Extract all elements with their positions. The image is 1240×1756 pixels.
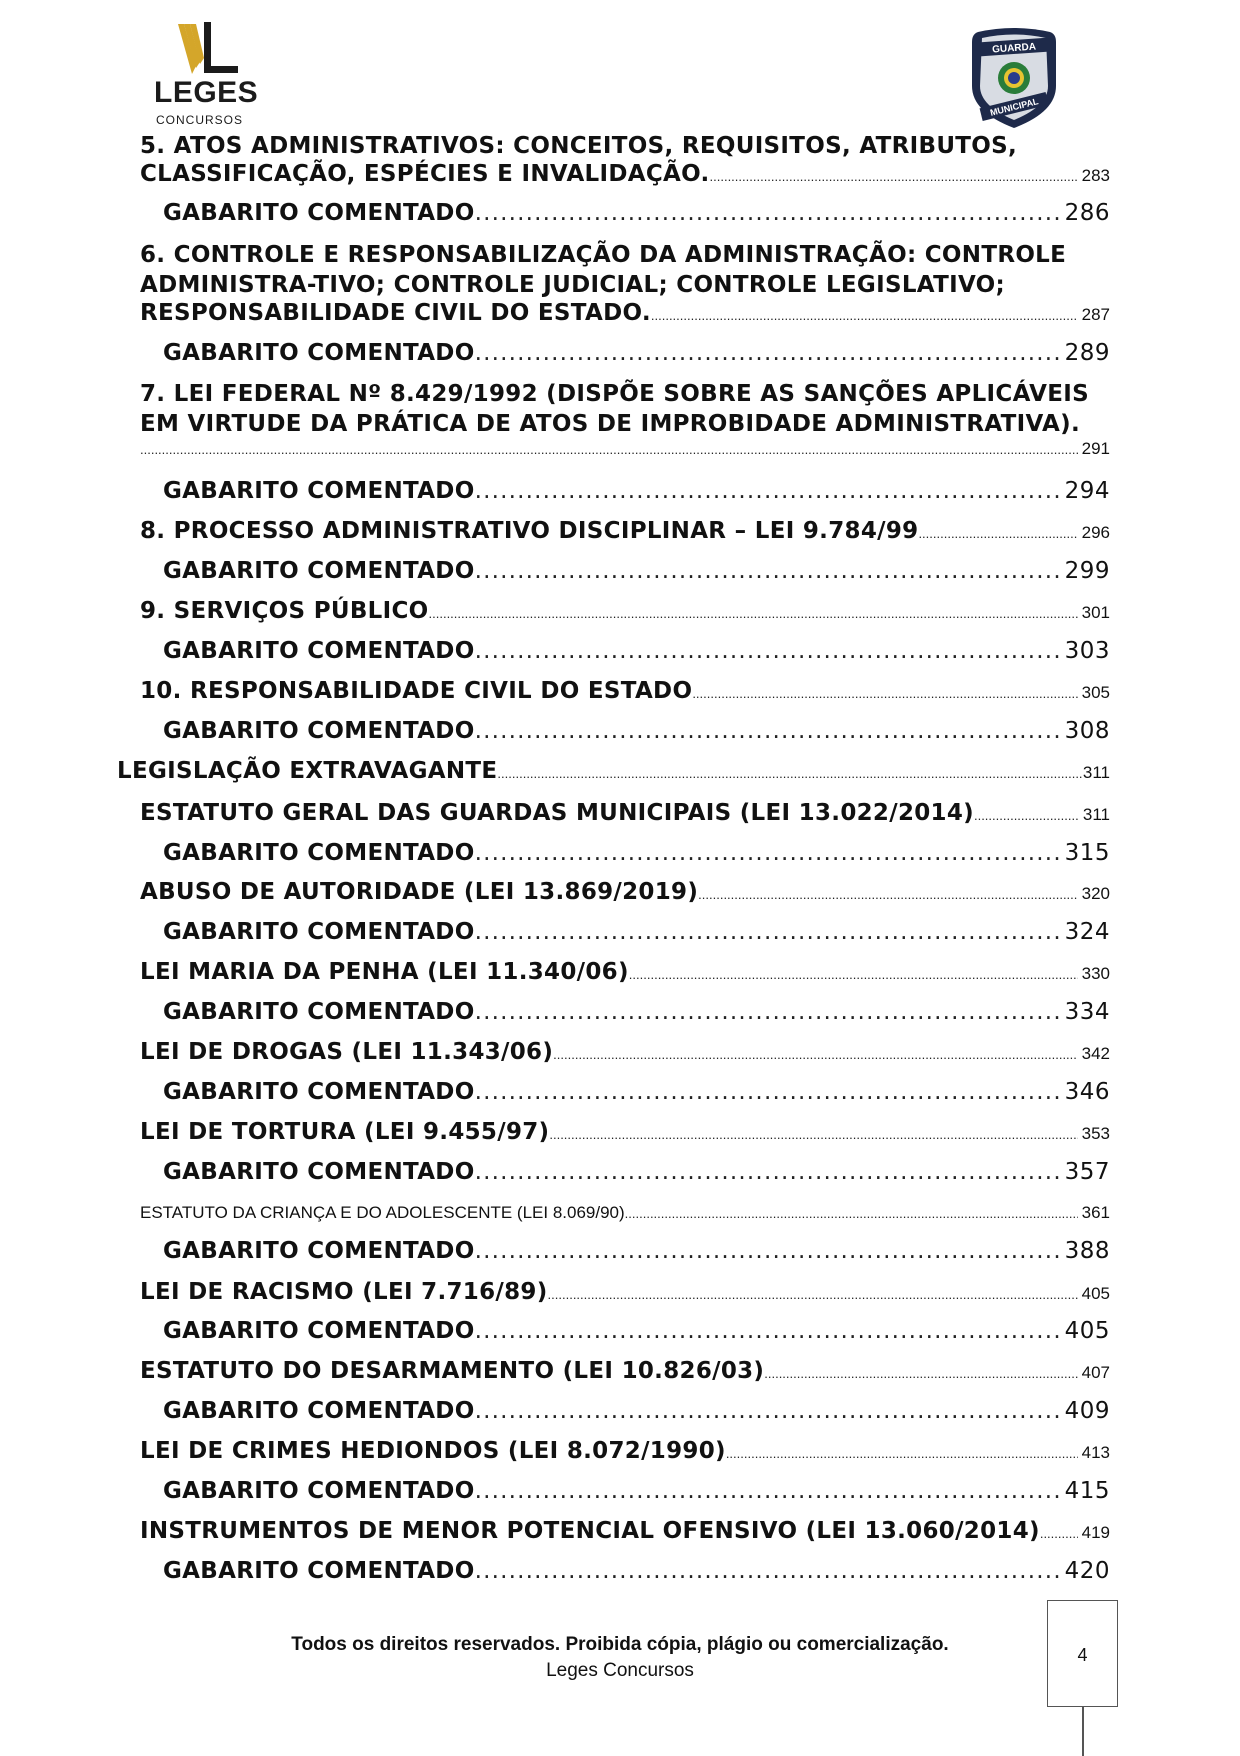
toc-leader-dots — [625, 1206, 1078, 1221]
toc-item-processo-administrativo[interactable] — [140, 518, 1110, 544]
toc-leader-dots — [475, 558, 1061, 584]
toc-page-number: 283 — [1081, 166, 1110, 185]
toc-item-gabarito[interactable] — [163, 638, 1110, 664]
toc-item-title: GABARITO COMENTADO — [163, 340, 475, 366]
badge-bottom-text: MUNICIPAL — [989, 96, 1040, 118]
toc-item-title-line: EM VIRTUDE DA PRÁTICA DE ATOS DE IMPROBIDADE ADMINISTRATIVA). — [140, 411, 1080, 437]
toc-item-lei-maria-da-penha[interactable] — [140, 959, 1110, 985]
toc-item-title: 8. PROCESSO ADMINISTRATIVO DISCIPLINAR – LEI 9.784/99 — [140, 518, 919, 544]
leges-brand-name: LEGES — [154, 76, 259, 109]
page-number-box-line — [1082, 1707, 1084, 1756]
toc-item-title: ESTATUTO DO DESARMAMENTO (LEI 10.826/03) — [140, 1358, 765, 1384]
toc-item-gabarito[interactable] — [163, 718, 1110, 744]
toc-item-gabarito[interactable] — [163, 1238, 1110, 1264]
toc-item-gabarito[interactable] — [163, 200, 1110, 226]
toc-item-gabarito[interactable] — [163, 1558, 1110, 1584]
toc-leader-dots — [698, 887, 1077, 902]
toc-item-atos-administrativos[interactable] — [140, 131, 1110, 191]
toc-item-title: GABARITO COMENTADO — [163, 1398, 475, 1424]
toc-page-number: 311 — [1082, 763, 1110, 782]
toc-item-abuso-autoridade[interactable] — [140, 879, 1110, 905]
toc-page-number: 311 — [1082, 805, 1110, 824]
toc-section-legislacao-extravagante[interactable] — [117, 758, 1110, 784]
toc-leader-dots — [475, 340, 1061, 366]
toc-item-title: 9. SERVIÇOS PÚBLICO — [140, 598, 429, 624]
toc-item-estatuto-guardas[interactable] — [140, 800, 1110, 826]
toc-leader-dots — [475, 478, 1061, 504]
toc-item-title: ESTATUTO DA CRIANÇA E DO ADOLESCENTE (LEI 8.069/90) — [140, 1203, 625, 1222]
toc-item-title: GABARITO COMENTADO — [163, 1558, 475, 1584]
badge-top-text: GUARDA — [991, 41, 1037, 56]
toc-leader-dots — [475, 1318, 1061, 1344]
toc-item-title-last-line: CLASSIFICAÇÃO, ESPÉCIES E INVALIDAÇÃO. — [140, 161, 710, 187]
toc-item-gabarito[interactable] — [163, 558, 1110, 584]
toc-item-title: ESTATUTO GERAL DAS GUARDAS MUNICIPAIS (LEI 13.022/2014) — [140, 800, 974, 826]
toc-page-number: 320 — [1081, 884, 1110, 903]
toc-page-number: 420 — [1064, 1558, 1110, 1584]
page-number: 4 — [1077, 1645, 1088, 1665]
toc-leader-dots — [710, 169, 1078, 184]
toc-page-number: 407 — [1081, 1363, 1110, 1382]
toc-page-number: 405 — [1081, 1284, 1110, 1303]
toc-item-title: GABARITO COMENTADO — [163, 840, 475, 866]
toc-leader-dots — [553, 1047, 1077, 1062]
toc-leader-dots — [1040, 1526, 1078, 1541]
toc-item-title: LEI MARIA DA PENHA (LEI 11.340/06) — [140, 959, 629, 985]
toc-item-gabarito[interactable] — [163, 840, 1110, 866]
toc-leader-dots — [475, 919, 1061, 945]
toc-item-title: GABARITO COMENTADO — [163, 1079, 475, 1105]
toc-leader-dots — [475, 1558, 1061, 1584]
toc-item-responsabilidade-civil[interactable] — [140, 678, 1110, 704]
toc-item-title: GABARITO COMENTADO — [163, 1478, 475, 1504]
toc-item-lei-de-racismo[interactable] — [140, 1279, 1110, 1305]
toc-item-title: LEI DE DROGAS (LEI 11.343/06) — [140, 1039, 554, 1065]
toc-page-number: 357 — [1064, 1159, 1110, 1185]
toc-item-title: GABARITO COMENTADO — [163, 1159, 475, 1185]
toc-page-number: 388 — [1064, 1238, 1110, 1264]
toc-leader-dots — [692, 686, 1077, 701]
toc-item-gabarito[interactable] — [163, 340, 1110, 366]
toc-leader-dots — [475, 1238, 1061, 1264]
toc-item-title: GABARITO COMENTADO — [163, 999, 475, 1025]
toc-item-title-last-line: RESPONSABILIDADE CIVIL DO ESTADO. — [140, 300, 651, 326]
toc-leader-dots — [475, 200, 1061, 226]
toc-leader-dots — [764, 1366, 1077, 1381]
toc-page-number: 286 — [1064, 200, 1110, 226]
toc-leader-dots — [629, 967, 1078, 982]
toc-page-number: 308 — [1064, 718, 1110, 744]
toc-page-number: 346 — [1064, 1079, 1110, 1105]
toc-page-number: 361 — [1081, 1203, 1110, 1222]
toc-item-controle-responsabilizacao[interactable] — [140, 240, 1110, 330]
toc-page-number: 419 — [1081, 1523, 1110, 1542]
toc-leader-dots — [918, 526, 1077, 541]
toc-leader-dots — [475, 999, 1061, 1025]
toc-section-title: LEGISLAÇÃO EXTRAVAGANTE — [117, 758, 498, 784]
toc-page-number: 413 — [1081, 1443, 1110, 1462]
toc-item-lei-improbidade[interactable] — [140, 379, 1110, 467]
toc-item-title: GABARITO COMENTADO — [163, 478, 475, 504]
toc-item-title: GABARITO COMENTADO — [163, 200, 475, 226]
footer-rights-text: Todos os direitos reservados. Proibida cópia, plágio ou comercialização. — [291, 1634, 949, 1655]
toc-leader-dots — [651, 308, 1078, 323]
toc-item-servicos-publico[interactable] — [140, 598, 1110, 624]
toc-item-title-line: 7. LEI FEDERAL Nº 8.429/1992 (DISPÕE SOBRE AS SANÇÕES APLICÁVEIS — [140, 381, 1089, 407]
footer-company-text: Leges Concursos — [546, 1660, 694, 1681]
toc-item-crimes-hediondos[interactable] — [140, 1438, 1110, 1464]
toc-item-eca[interactable] — [140, 1203, 1110, 1223]
toc-item-instrumentos-menor-potencial[interactable] — [140, 1518, 1110, 1544]
toc-item-gabarito[interactable] — [163, 919, 1110, 945]
toc-leader-dots — [726, 1446, 1078, 1461]
toc-leader-dots — [974, 808, 1079, 823]
toc-item-title: INSTRUMENTOS DE MENOR POTENCIAL OFENSIVO (LEI 13.060/2014) — [140, 1518, 1040, 1544]
toc-leader-dots — [475, 1079, 1061, 1105]
toc-item-title: GABARITO COMENTADO — [163, 718, 475, 744]
toc-item-title: LEI DE RACISMO (LEI 7.716/89) — [140, 1279, 548, 1305]
toc-item-title-line: 5. ATOS ADMINISTRATIVOS: CONCEITOS, REQUISITOS, ATRIBUTOS, — [140, 133, 1018, 159]
toc-leader-dots — [475, 638, 1061, 664]
toc-leader-dots — [140, 442, 1078, 457]
leges-brand-subtitle: CONCURSOS — [156, 113, 244, 127]
toc-item-lei-de-tortura[interactable] — [140, 1119, 1110, 1145]
toc-page-number: 334 — [1064, 999, 1110, 1025]
toc-leader-dots — [429, 606, 1078, 621]
toc-page-number: 299 — [1064, 558, 1110, 584]
toc-item-title: LEI DE TORTURA (LEI 9.455/97) — [140, 1119, 550, 1145]
toc-page-number: 305 — [1081, 683, 1110, 702]
toc-item-gabarito[interactable] — [163, 1398, 1110, 1424]
toc-leader-dots — [475, 840, 1061, 866]
toc-leader-dots — [475, 1478, 1061, 1504]
toc-item-gabarito[interactable] — [163, 1318, 1110, 1344]
toc-leader-dots — [497, 766, 1082, 781]
toc-leader-dots — [549, 1127, 1077, 1142]
toc-page-number: 289 — [1064, 340, 1110, 366]
toc-leader-dots — [475, 718, 1061, 744]
toc-page-number: 342 — [1081, 1044, 1110, 1063]
toc-item-gabarito[interactable] — [163, 999, 1110, 1025]
toc-item-title: ABUSO DE AUTORIDADE (LEI 13.869/2019) — [140, 879, 699, 905]
toc-page-number: 294 — [1064, 478, 1110, 504]
toc-item-estatuto-desarmamento[interactable] — [140, 1358, 1110, 1384]
toc-page-number: 287 — [1081, 305, 1110, 324]
toc-page-number: 296 — [1081, 523, 1110, 542]
toc-leader-dots — [548, 1287, 1078, 1302]
toc-item-title-line: 6. CONTROLE E RESPONSABILIZAÇÃO DA ADMINISTRAÇÃO: CONTROLE — [140, 242, 1067, 268]
toc-page-number: 415 — [1064, 1478, 1110, 1504]
toc-item-title: GABARITO COMENTADO — [163, 919, 475, 945]
toc-page-number: 409 — [1064, 1398, 1110, 1424]
toc-item-title: 10. RESPONSABILIDADE CIVIL DO ESTADO — [140, 678, 693, 704]
toc-page-number: 291 — [1081, 439, 1110, 458]
toc-page-number: 330 — [1081, 964, 1110, 983]
toc-item-title: LEI DE CRIMES HEDIONDOS (LEI 8.072/1990) — [140, 1438, 726, 1464]
toc-item-title: GABARITO COMENTADO — [163, 1318, 475, 1344]
toc-page-number: 353 — [1081, 1124, 1110, 1143]
toc-page-number: 301 — [1081, 603, 1110, 622]
toc-page-number: 405 — [1064, 1318, 1110, 1344]
toc-item-lei-de-drogas[interactable] — [140, 1039, 1110, 1065]
toc-item-gabarito[interactable] — [163, 478, 1110, 504]
toc-item-gabarito[interactable] — [163, 1478, 1110, 1504]
toc-item-gabarito[interactable] — [163, 1079, 1110, 1105]
toc-page-number: 315 — [1064, 840, 1110, 866]
toc-item-title: GABARITO COMENTADO — [163, 1238, 475, 1264]
toc-item-title: GABARITO COMENTADO — [163, 558, 475, 584]
toc-item-gabarito[interactable] — [163, 1159, 1110, 1185]
toc-item-title: GABARITO COMENTADO — [163, 638, 475, 664]
toc-item-title-line: ADMINISTRA-TIVO; CONTROLE JUDICIAL; CONTROLE LEGISLATIVO; — [140, 272, 1005, 298]
toc-leader-dots — [475, 1159, 1061, 1185]
toc-page-number: 324 — [1064, 919, 1110, 945]
toc-page-number: 303 — [1064, 638, 1110, 664]
toc-leader-dots — [475, 1398, 1061, 1424]
page-number-box — [1047, 1600, 1118, 1707]
